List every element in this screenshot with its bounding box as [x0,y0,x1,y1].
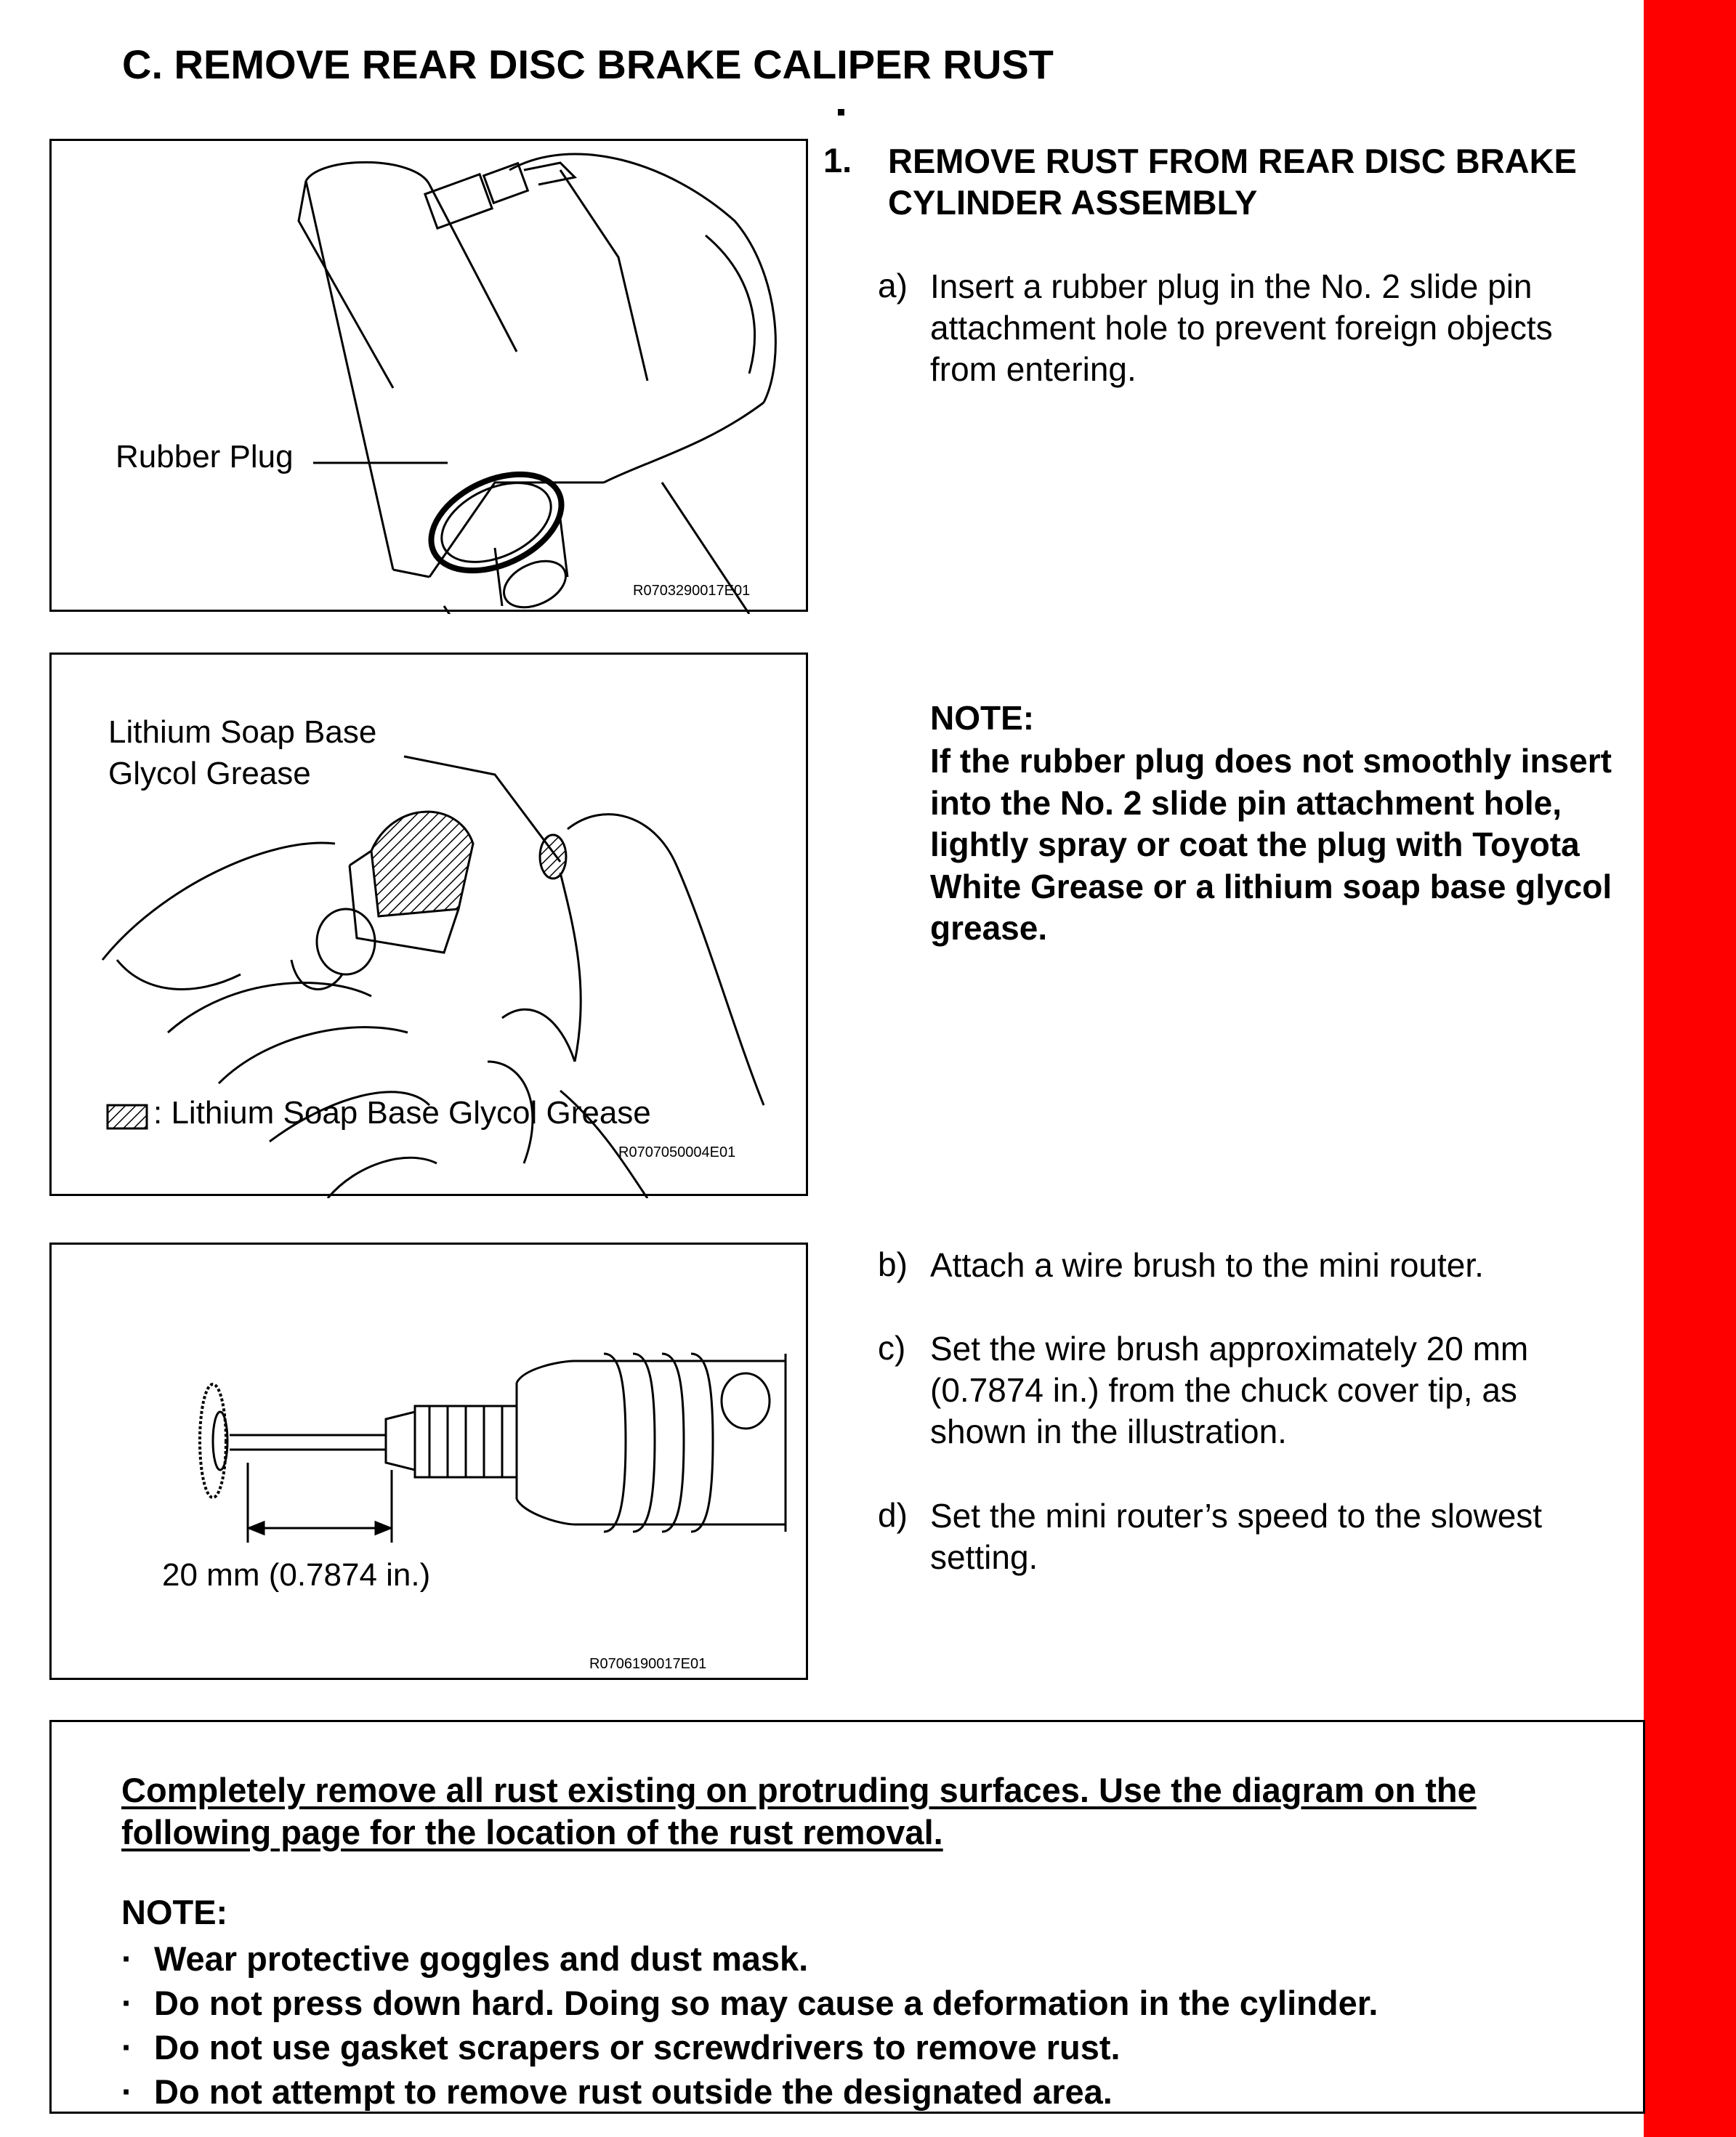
figure-code: R0707050004E01 [618,1144,736,1160]
substep-text-d: Set the mini router’s speed to the slowest setting. [930,1497,1543,1576]
figure-rubber-plug [49,139,808,612]
grease-label-line1: Lithium Soap Base [108,714,377,750]
list-item: · Wear protective goggles and dust mask. [121,1936,1378,1981]
bottom-note-heading: NOTE: [121,1893,228,1931]
figure-code: R0706190017E01 [589,1656,707,1672]
dimension-label: 20 mm (0.7874 in.) [162,1557,431,1593]
figure-mini-router [49,1243,808,1680]
substep-letter-a: a) [878,267,908,304]
step-number: 1. [823,141,852,179]
rubber-plug-illustration [52,141,810,614]
figure-grease [49,653,808,1196]
list-item: · Do not use gasket scrapers or screwdrivers to remove rust. [121,2025,1378,2069]
substep-letter-c: c) [878,1329,906,1367]
substep-text-a: Insert a rubber plug in the No. 2 slide pin attachment hole to prevent foreign objects from entering. [930,267,1553,388]
bullet-mark: · [121,2072,133,2111]
figure-code: R0703290017E01 [633,583,751,599]
rust-warning-box [49,1720,1645,2114]
note-heading: NOTE: [930,699,1035,737]
rubber-plug-label: Rubber Plug [116,439,294,474]
mini-router-illustration [52,1245,810,1682]
stray-dot [838,109,844,116]
hatch-legend-icon [106,1104,148,1130]
bullet-mark: · [121,2028,133,2067]
substep-letter-d: d) [878,1496,908,1534]
step-title: REMOVE RUST FROM REAR DISC BRAKE CYLINDER ASSEMBLY [888,142,1577,222]
list-item: · Do not press down hard. Doing so may cause a deformation in the cylinder. [121,1981,1378,2025]
substep-text-c: Set the wire brush approximately 20 mm (0.7874 in.) from the chuck cover tip, as shown in the illustration. [930,1330,1529,1450]
grease-legend-text: : Lithium Soap Base Glycol Grease [153,1095,651,1131]
list-item: · Do not attempt to remove rust outside the designated area. [121,2069,1378,2114]
bullet-mark: · [121,1939,133,1978]
grease-label-line2: Glycol Grease [108,756,311,791]
bullet-mark: · [121,1984,133,2022]
substep-text-b: Attach a wire brush to the mini router. [930,1246,1484,1284]
page-title: C. REMOVE REAR DISC BRAKE CALIPER RUST [122,41,1054,87]
substep-letter-b: b) [878,1245,908,1283]
red-side-bar [1644,0,1736,2137]
rust-warning-text: Completely remove all rust existing on protruding surfaces. Use the diagram on the following page for the location of the rust removal. [121,1771,1477,1851]
note-body: If the rubber plug does not smoothly insert into the No. 2 slide pin attachment hole, lightly spray or coat the plug with Toyota White Grease or a lithium soap base glycol grease. [930,742,1612,947]
bottom-note-list [121,1936,1378,2114]
